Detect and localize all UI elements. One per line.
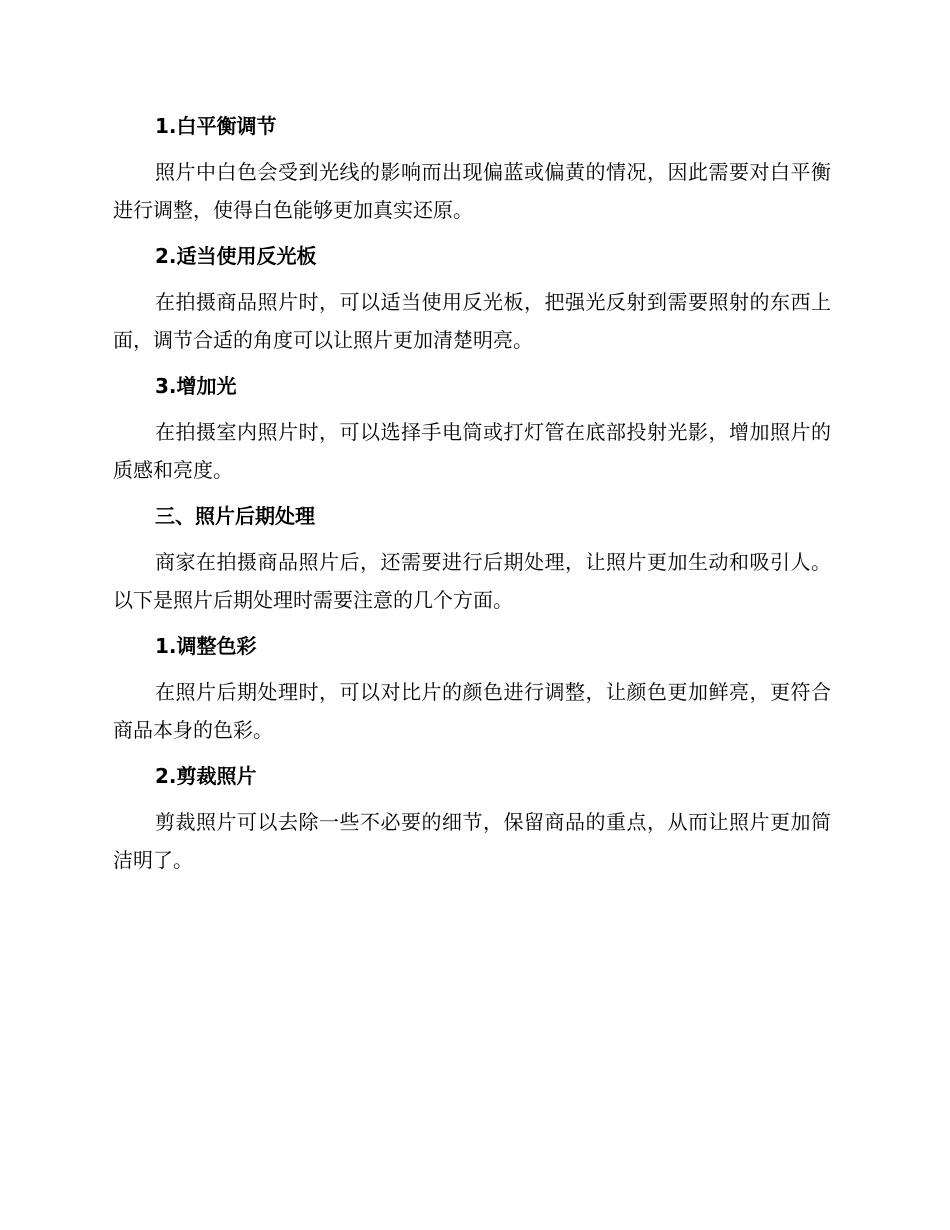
section-heading-add-light: 3.增加光 (155, 374, 237, 398)
paragraph-white-balance: 照片中白色会受到光线的影响而出现偏蓝或偏黄的情况，因此需要对白平衡进行调整，使得白色能够更加真实还原。 (113, 160, 831, 222)
section-heading-reflector: 2.适当使用反光板 (155, 244, 317, 268)
section-heading-crop-photo: 2.剪裁照片 (155, 764, 257, 788)
paragraph-add-light: 在拍摄室内照片时，可以选择手电筒或打灯管在底部投射光影，增加照片的质感和亮度。 (113, 420, 831, 482)
document-body (113, 108, 831, 879)
paragraph-reflector: 在拍摄商品照片时，可以适当使用反光板，把强光反射到需要照射的东西上面，调节合适的角度可以让照片更加清楚明亮。 (113, 290, 831, 352)
paragraph-crop-photo: 剪裁照片可以去除一些不必要的细节，保留商品的重点，从而让照片更加简洁明了。 (113, 810, 831, 872)
section-heading-white-balance: 1.白平衡调节 (155, 114, 277, 138)
chapter-heading-post-processing: 三、照片后期处理 (155, 504, 315, 528)
paragraph-adjust-color: 在照片后期处理时，可以对比片的颜色进行调整，让颜色更加鲜亮，更符合商品本身的色彩。 (113, 680, 831, 742)
paragraph-post-processing-intro: 商家在拍摄商品照片后，还需要进行后期处理，让照片更加生动和吸引人。以下是照片后期处理时需要注意的几个方面。 (113, 550, 831, 612)
section-heading-adjust-color: 1.调整色彩 (155, 634, 257, 658)
